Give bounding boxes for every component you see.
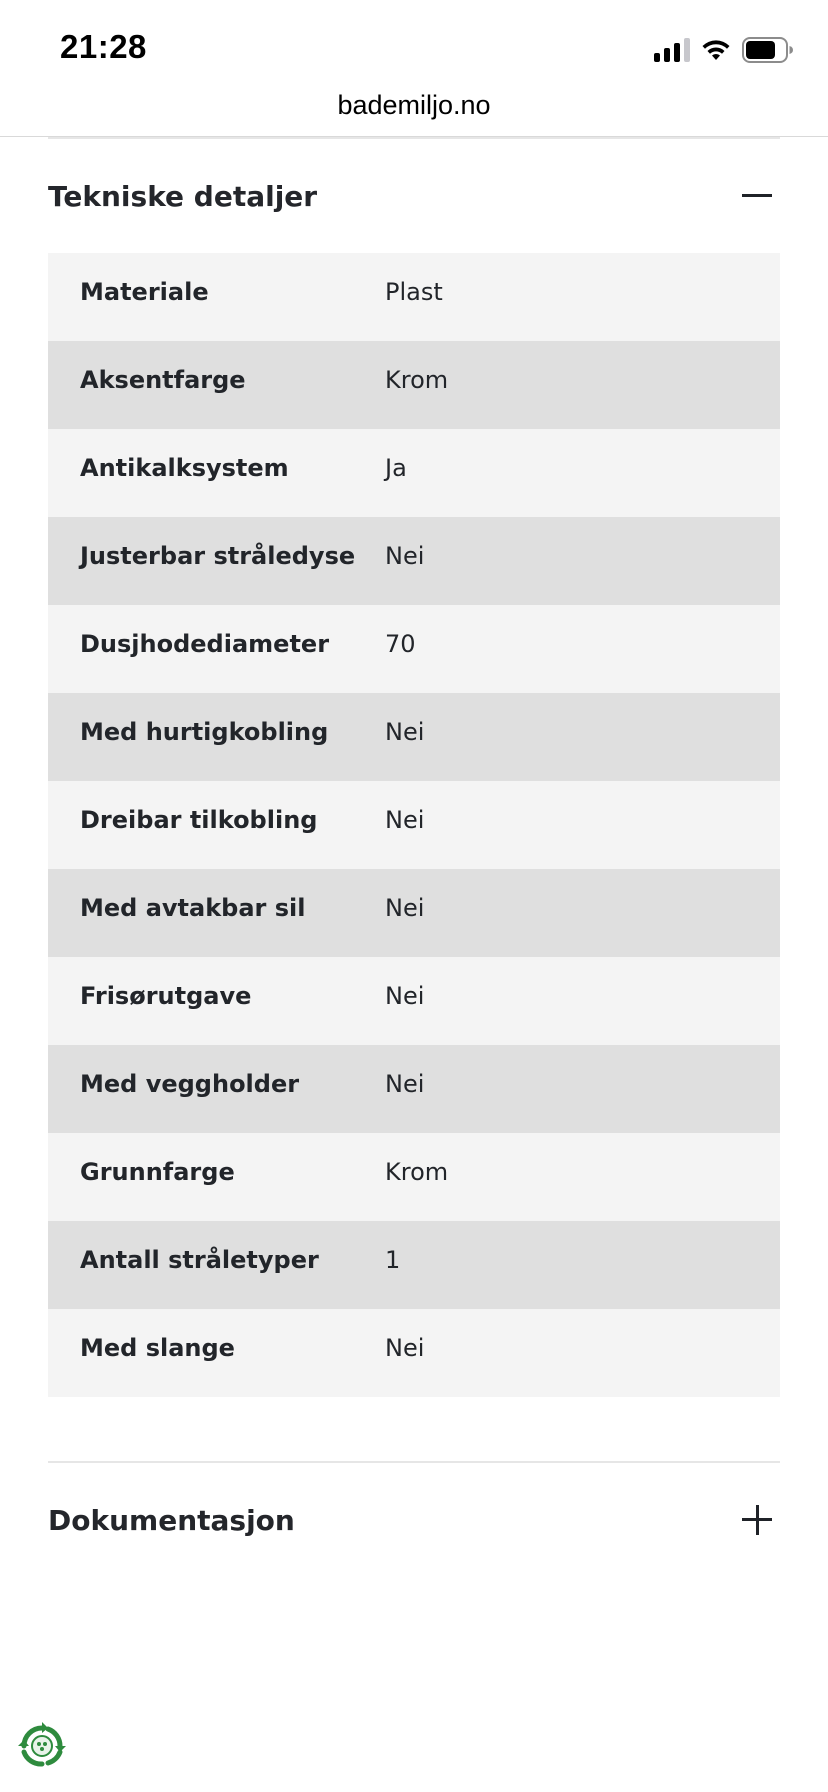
- spec-value: Nei: [385, 894, 425, 922]
- cellular-signal-icon: [654, 38, 690, 62]
- browser-url-bar[interactable]: [0, 80, 828, 137]
- table-row: [48, 781, 780, 869]
- spec-label: Med hurtigkobling: [80, 718, 329, 746]
- documentation-header[interactable]: [48, 1463, 780, 1577]
- url-text[interactable]: bademiljo.no: [337, 90, 491, 120]
- spec-value: Ja: [385, 454, 407, 482]
- table-row: [48, 869, 780, 957]
- technical-details-table: [48, 253, 780, 1397]
- spec-label: Antall stråletyper: [80, 1246, 319, 1274]
- table-row: [48, 693, 780, 781]
- table-row: [48, 1221, 780, 1309]
- status-icons: [654, 36, 794, 64]
- status-time: 21:28: [60, 28, 147, 65]
- spec-value: Nei: [385, 542, 425, 570]
- spec-value: Nei: [385, 982, 425, 1010]
- spec-label: Med slange: [80, 1334, 235, 1362]
- wifi-icon: [700, 38, 732, 62]
- table-row: [48, 253, 780, 341]
- status-bar: [0, 0, 828, 92]
- technical-details-title: Tekniske detaljer: [48, 179, 318, 213]
- spec-label: Frisørutgave: [80, 982, 252, 1010]
- spec-value: Krom: [385, 366, 449, 394]
- section-spacer: [48, 1397, 780, 1461]
- spec-value: Nei: [385, 718, 425, 746]
- table-row: [48, 341, 780, 429]
- spec-value: 70: [385, 630, 416, 658]
- table-row: [48, 1045, 780, 1133]
- spec-label: Med veggholder: [80, 1070, 300, 1098]
- spec-label: Dreibar tilkobling: [80, 806, 318, 834]
- spec-value: Plast: [385, 278, 443, 306]
- spec-value: Krom: [385, 1158, 449, 1186]
- recycle-logo-icon[interactable]: [12, 1716, 72, 1776]
- spec-label: Grunnfarge: [80, 1158, 235, 1186]
- table-row: [48, 517, 780, 605]
- spec-value: 1: [385, 1246, 401, 1274]
- spec-value: Nei: [385, 806, 425, 834]
- minus-icon[interactable]: [742, 181, 772, 211]
- battery-icon: [742, 37, 794, 63]
- spec-label: Aksentfarge: [80, 366, 246, 394]
- table-row: [48, 1309, 780, 1397]
- plus-icon[interactable]: [742, 1505, 772, 1535]
- product-details: [48, 137, 780, 1577]
- spec-label: Justerbar stråledyse: [80, 542, 356, 570]
- table-row: [48, 1133, 780, 1221]
- spec-label: Dusjhodediameter: [80, 630, 330, 658]
- spec-label: Med avtakbar sil: [80, 894, 306, 922]
- table-row: [48, 605, 780, 693]
- spec-value: Nei: [385, 1334, 425, 1362]
- table-row: [48, 429, 780, 517]
- documentation-title: Dokumentasjon: [48, 1503, 295, 1537]
- table-row: [48, 957, 780, 1045]
- spec-label: Antikalksystem: [80, 454, 289, 482]
- spec-label: Materiale: [80, 278, 209, 306]
- technical-details-header[interactable]: [48, 139, 780, 253]
- spec-value: Nei: [385, 1070, 425, 1098]
